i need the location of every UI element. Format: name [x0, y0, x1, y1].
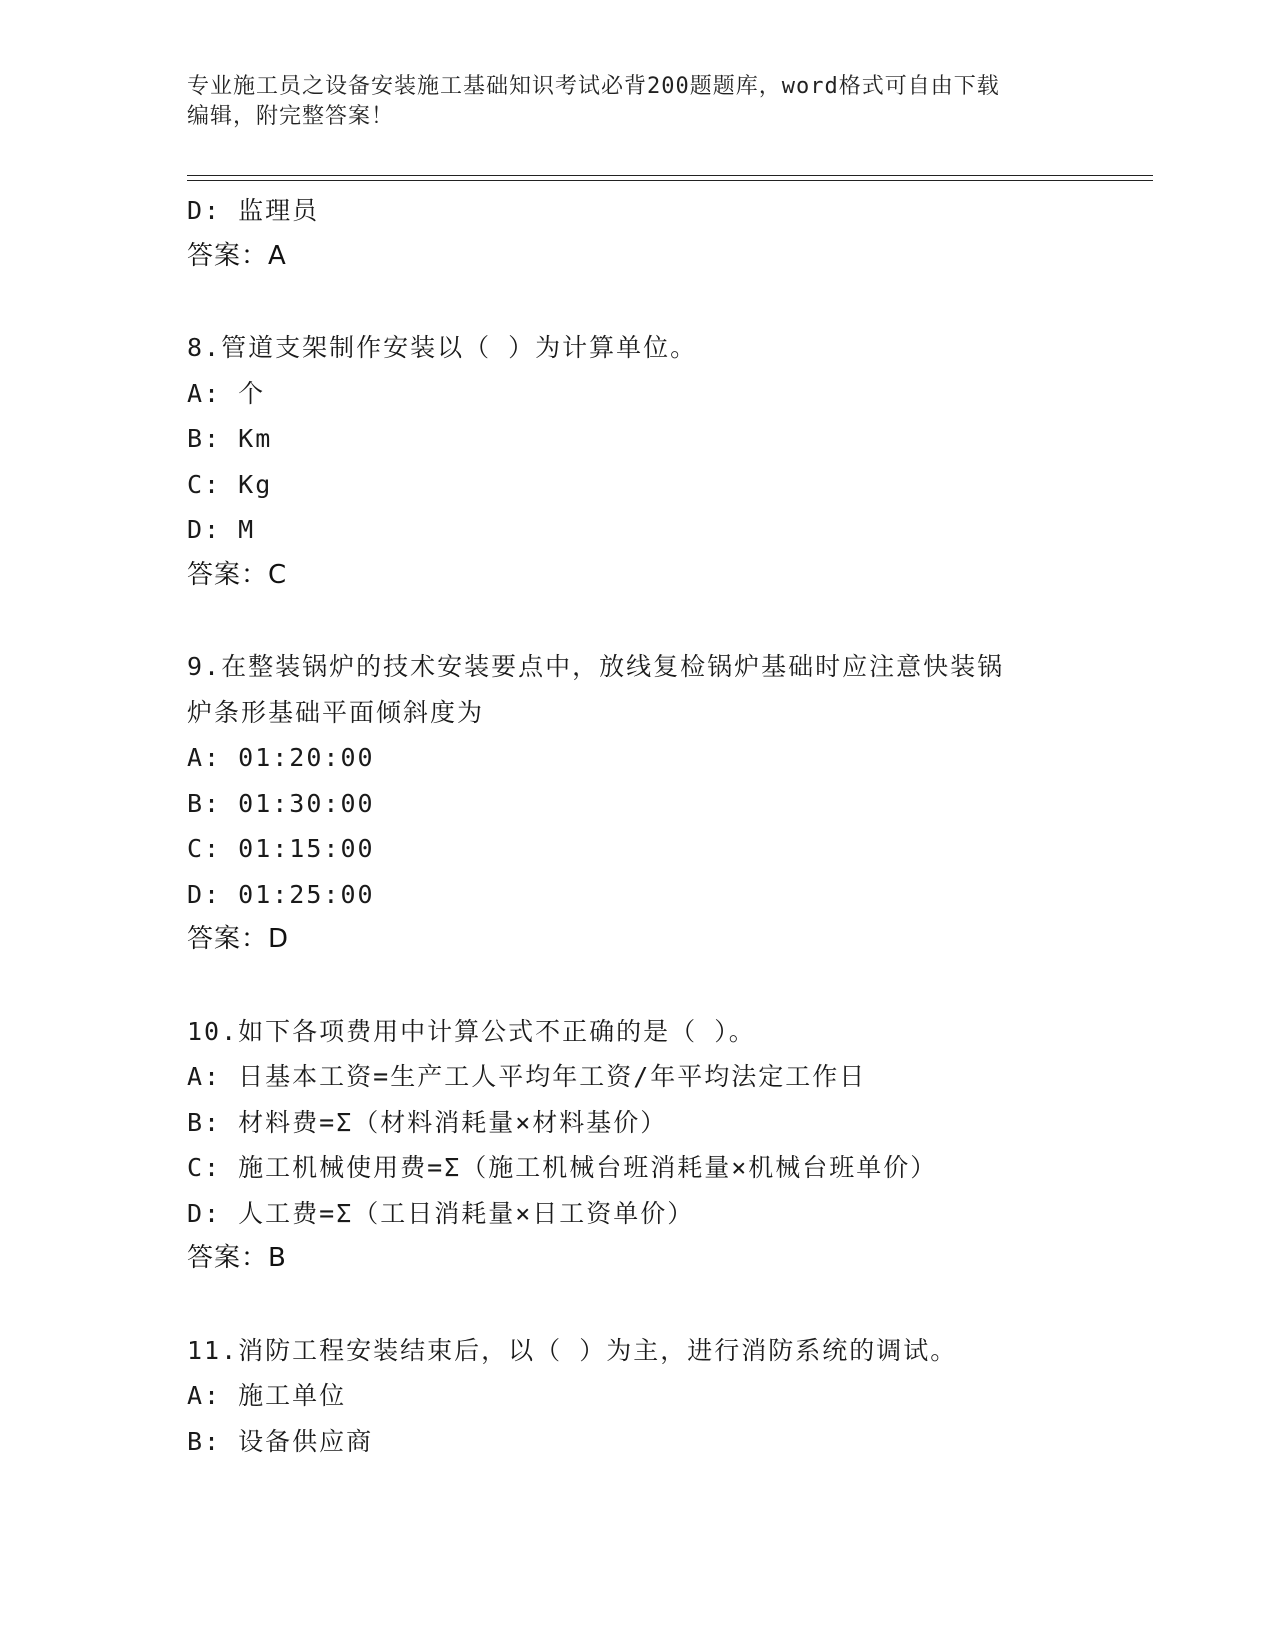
answer-label: 答案：B: [187, 1243, 287, 1273]
option-a: A: 01:20:00: [187, 743, 375, 772]
question-9: [187, 644, 1147, 963]
option-a: A: 日基本工资=生产工人平均年工资/年平均法定工作日: [187, 1062, 867, 1091]
question-title: 10.如下各项费用中计算公式不正确的是（ ）。: [187, 1016, 756, 1046]
answer-label: 答案：A: [187, 240, 287, 271]
option-d: D: 监理员: [187, 196, 320, 225]
spacer: [187, 598, 1147, 644]
question-title-line-1: 9.在整装锅炉的技术安装要点中，放线复检锅炉基础时应注意快装锅: [187, 652, 1005, 681]
question-8: [187, 325, 1147, 598]
option-c: C: 01:15:00: [187, 834, 375, 863]
option-c: C: 施工机械使用费=Σ（施工机械台班消耗量×机械台班单价）: [187, 1153, 938, 1182]
option-a: A: 个: [187, 378, 266, 408]
question-title: 8.管道支架制作安装以（ ）为计算单位。: [187, 333, 698, 362]
question-title-line-2: 炉条形基础平面倾斜度为: [187, 697, 485, 727]
question-10: [187, 1009, 1147, 1282]
option-d: D: 人工费=Σ（工日消耗量×日工资单价）: [187, 1198, 695, 1228]
answer-label: 答案：C: [187, 559, 288, 590]
option-b: B: 设备供应商: [187, 1426, 374, 1456]
header-title-line-1: 专业施工员之设备安装施工基础知识考试必背200题题库，word格式可自由下载: [187, 74, 1000, 99]
spacer: [187, 279, 1147, 325]
question-list: [187, 188, 1147, 1464]
option-b: B: 01:30:00: [187, 788, 375, 818]
header-divider-top: [187, 175, 1153, 176]
option-a: A: 施工单位: [187, 1381, 347, 1410]
option-d: D: M: [187, 515, 256, 544]
header-title-line-2: 编辑，附完整答案！: [187, 104, 395, 129]
header-divider-bottom: [187, 180, 1153, 181]
document-header: [187, 72, 1087, 132]
option-d: D: 01:25:00: [187, 879, 375, 909]
answer-label: 答案：D: [187, 924, 290, 954]
option-b: B: 材料费=Σ（材料消耗量×材料基价）: [187, 1107, 668, 1137]
option-c: C: Kg: [187, 469, 273, 499]
question-7-tail: [187, 188, 1147, 279]
option-b: B: Km: [187, 424, 273, 453]
question-11: [187, 1328, 1147, 1465]
spacer: [187, 963, 1147, 1009]
spacer: [187, 1282, 1147, 1328]
question-title: 11.消防工程安装结束后，以（ ）为主，进行消防系统的调试。: [187, 1335, 958, 1365]
